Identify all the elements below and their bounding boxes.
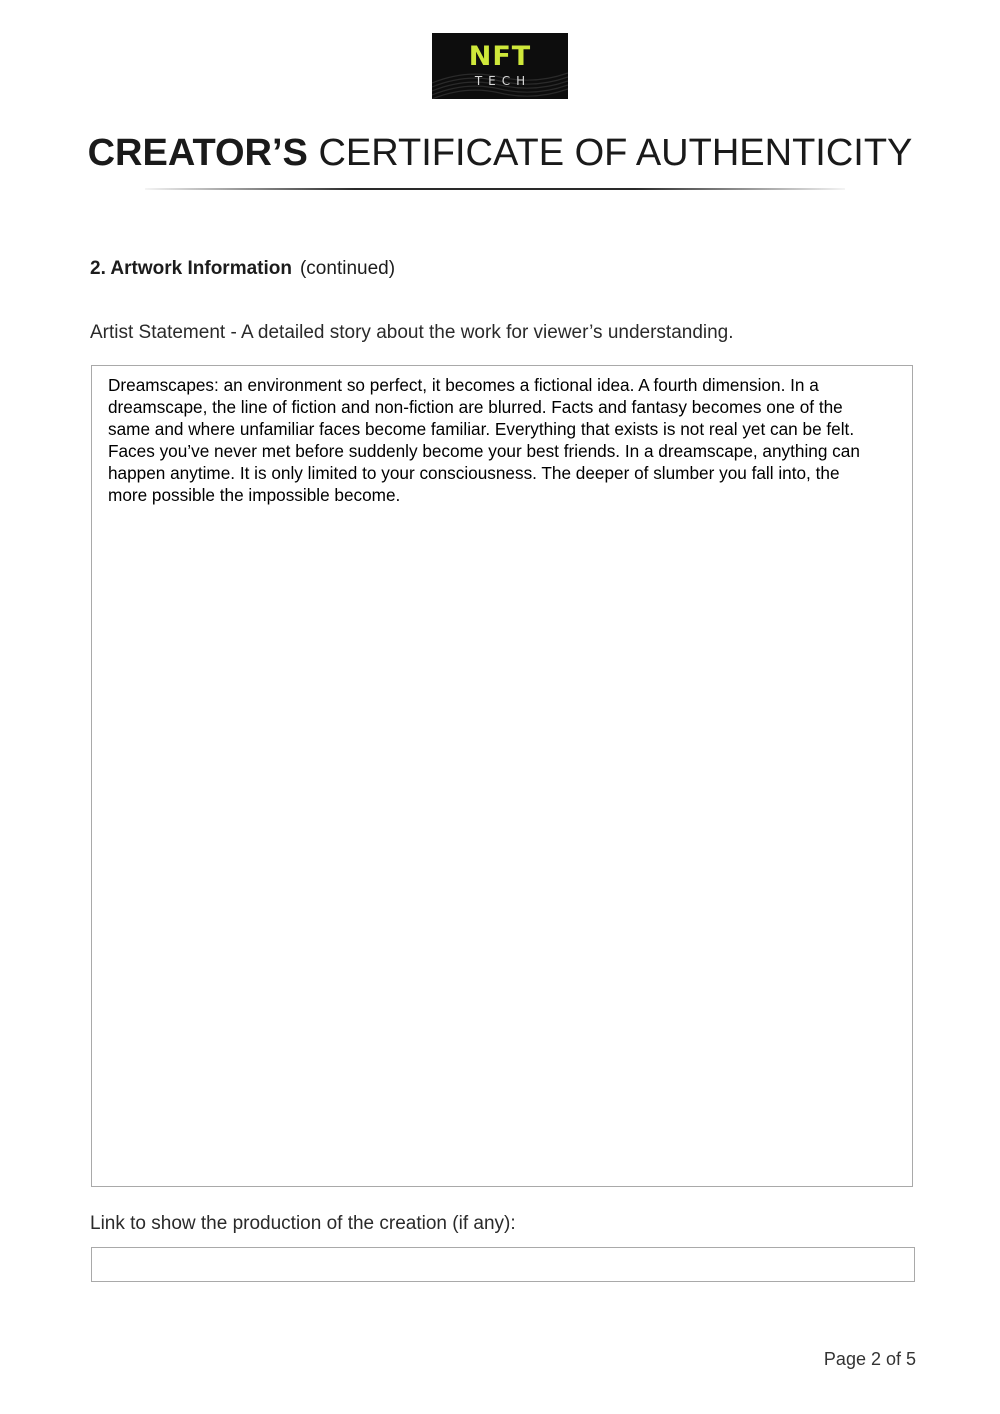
section-heading — [90, 256, 395, 282]
artist-statement-label: Artist Statement - A detailed story about the work for viewer’s understanding. — [90, 322, 734, 343]
section-title: 2. Artwork Information — [90, 258, 292, 279]
page-number: Page 2 of 5 — [823, 1349, 916, 1369]
artist-statement-field[interactable] — [91, 365, 913, 1187]
production-link-field[interactable] — [91, 1247, 915, 1282]
page-title-light: CERTIFICATE OF AUTHENTICITY — [318, 132, 913, 174]
section-continued: (continued) — [299, 258, 396, 279]
page-title-bold: CREATOR’S — [87, 132, 308, 174]
page-title — [0, 130, 1000, 176]
production-link-label: Link to show the production of the creation (if any): — [90, 1213, 516, 1234]
artist-statement-text: Dreamscapes: an environment so perfect, it becomes a fictional idea. A fourth dimension. In a dreamscape, the line of fiction and non-fiction are blurred. Facts and fantasy becomes one of the same and where unfamiliar faces become familiar. Everything that exists is not real yet can be felt. Faces you’ve never met before suddenly become your best friends. In a dreamscape, anything can happen anytime. It is only limited to your consciousness. The deeper of slumber you fall into, the more possible the impossible become. — [108, 375, 860, 505]
logo-sub-text: TECH — [474, 74, 532, 88]
title-divider — [145, 188, 845, 190]
nft-tech-logo — [432, 33, 568, 99]
logo-main-text: NFT — [468, 41, 532, 72]
